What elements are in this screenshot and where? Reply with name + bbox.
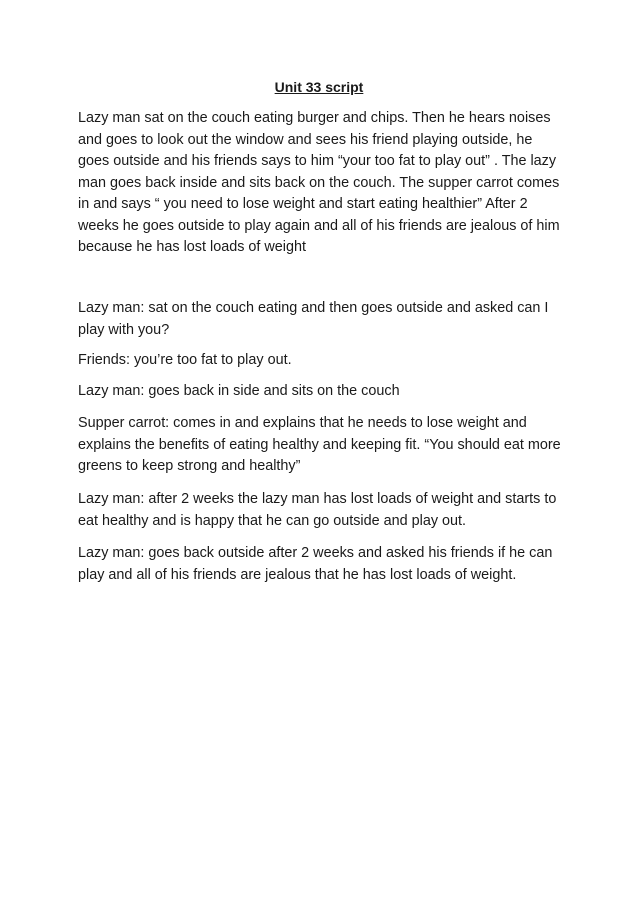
script-line: Supper carrot: comes in and explains that he needs to lose weight and explains the benefits of eating healthy and keeping fit. “You should eat more greens to keep strong and healthy”	[78, 415, 561, 474]
script-line: Lazy man: goes back in side and sits on the couch	[78, 383, 400, 399]
document-title: Unit 33 script	[274, 79, 364, 95]
script-line: Lazy man: goes back outside after 2 weeks and asked his friends if he can play and all of his friends are jealous that he has lost loads of weight.	[78, 545, 553, 583]
script-line: Lazy man: after 2 weeks the lazy man has lost loads of weight and starts to eat healthy and is happy that he can go outside and play out.	[78, 491, 557, 529]
intro-paragraph: Lazy man sat on the couch eating burger and chips. Then he hears noises and goes to look out the window and sees his friend playing outside, he goes outside and his friends says to him “your too fat to play out” . The lazy man goes back inside and sits back on the couch. The supper carrot comes in and says “ you need to lose weight and start eating healthier” After 2 weeks he goes outside to play again and all of his friends are jealous of him because he has lost loads of weight	[78, 110, 560, 255]
script-line: Friends: you’re too fat to play out.	[78, 352, 292, 368]
script-line: Lazy man: sat on the couch eating and then goes outside and asked can I play with you?	[78, 300, 549, 338]
